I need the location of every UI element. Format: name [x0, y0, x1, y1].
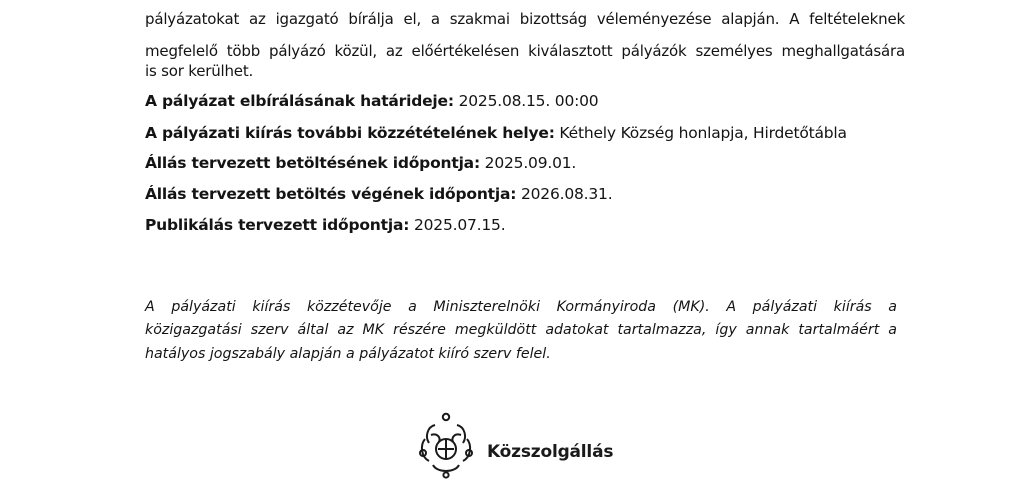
- field-start-date: [145, 156, 576, 172]
- field-publication-date: [145, 218, 505, 234]
- field-end-date: [145, 187, 612, 203]
- field-evaluation-deadline: [145, 94, 598, 110]
- kozszolgallas-emblem-icon: [415, 409, 477, 479]
- field-value: 2025.09.01.: [479, 154, 577, 172]
- disclaimer-line-1: A pályázati kiírás közzétevője a Miniszterelnöki Kormányiroda (MK). A pályázati kiírás a: [145, 299, 897, 315]
- field-label: Állás tervezett betöltésének időpontja:: [145, 154, 480, 172]
- field-value: 2025.07.15.: [409, 216, 506, 234]
- field-value: Kéthely Község honlapja, Hirdetőtábla: [554, 124, 847, 142]
- intro-line-3: is sor kerülhet.: [145, 62, 254, 80]
- field-value: 2026.08.31.: [516, 185, 613, 203]
- field-label: A pályázat elbírálásának határideje:: [145, 92, 454, 110]
- field-label: Állás tervezett betöltés végének időpontja:: [145, 185, 517, 203]
- kozszolgallas-logo: [415, 409, 645, 479]
- disclaimer-line-2: közigazgatási szerv által az MK részére megküldött adatokat tartalmazza, így annak tartalmáért a: [145, 322, 897, 338]
- field-label: A pályázati kiírás további közzétételének helye:: [145, 124, 555, 142]
- field-value: 2025.08.15. 00:00: [453, 92, 599, 110]
- intro-line-2: megfelelő több pályázó közül, az előértékelésen kiválasztott pályázók személyes meghallgatására: [145, 42, 905, 60]
- logo-text: Közszolgállás: [487, 442, 614, 462]
- field-label: Publikálás tervezett időpontja:: [145, 216, 410, 234]
- disclaimer-line-3: hatályos jogszabály alapján a pályázatot kiíró szerv felel.: [145, 346, 551, 362]
- field-publication-place: [145, 126, 847, 142]
- intro-line-1: pályázatokat az igazgató bírálja el, a szakmai bizottság véleményezése alapján. A feltételeknek: [145, 10, 905, 28]
